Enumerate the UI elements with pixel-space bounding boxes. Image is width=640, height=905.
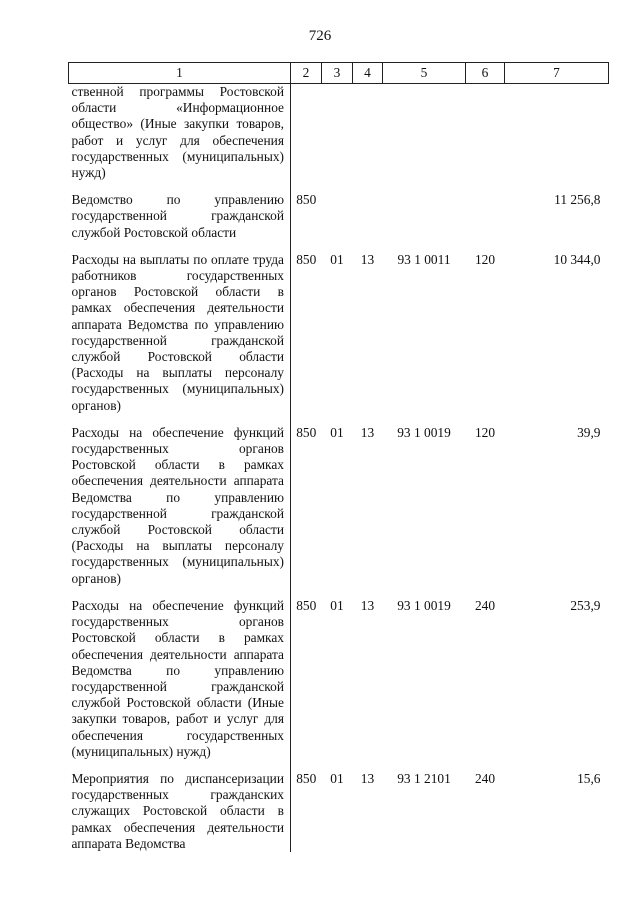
header-col-6: 6 — [466, 63, 505, 84]
row-pr — [353, 192, 383, 241]
row-sum: 10 344,0 — [553, 251, 601, 267]
row-vr — [466, 192, 505, 241]
table-body — [69, 84, 609, 852]
header-row — [69, 63, 609, 84]
row-name: Расходы на обеспечение функций государственных органов Ростовской области в рамках обеспечения деятельности аппарата Ведомства по управлению государственной гражданской службой Ростовской области (Иные закупки товаров, работ и услуг для обеспечения государственных (муниципальных) нужд) — [69, 598, 291, 760]
row-csr: 93 1 0019 — [397, 424, 451, 440]
row-gap — [69, 414, 609, 425]
row-csr — [383, 192, 466, 241]
row-vr: 120 — [474, 424, 496, 440]
row-sum: 11 256,8 — [554, 192, 601, 208]
header-col-2: 2 — [291, 63, 322, 84]
row-pr: 13 — [360, 251, 375, 267]
row-csr: 93 1 2101 — [397, 770, 451, 786]
row-sum: 253,9 — [570, 597, 601, 613]
table-row — [69, 84, 609, 182]
row-ved: 850 — [296, 597, 317, 613]
row-ved: 850 — [296, 424, 317, 440]
table-row — [69, 771, 609, 852]
row-rz — [322, 84, 353, 182]
row-name: ственной программы Ростовской области «Информационное общество» (Иные закупки товаров, работ и услуг для обеспечения государственных (муниципальных) нужд) — [69, 84, 291, 182]
row-csr — [383, 84, 466, 182]
page-number: 726 — [308, 28, 332, 44]
row-name: Ведомство по управлению государственной гражданской службой Ростовской области — [69, 192, 291, 241]
row-gap — [69, 760, 609, 771]
row-csr: 93 1 0011 — [397, 251, 451, 267]
row-vr: 240 — [474, 597, 496, 613]
row-sum: 39,9 — [577, 424, 601, 440]
row-pr: 13 — [360, 597, 375, 613]
table-row — [69, 192, 609, 241]
row-ved: 850 — [296, 192, 317, 208]
row-ved: 850 — [296, 251, 317, 267]
budget-table — [68, 62, 609, 852]
table-header — [69, 63, 609, 84]
row-pr: 13 — [360, 770, 375, 786]
header-col-5: 5 — [383, 63, 466, 84]
header-col-1: 1 — [69, 63, 291, 84]
row-name: Расходы на выплаты по оплате труда работников государственных органов Ростовской области в рамках обеспечения деятельности аппарата Ведомства по управлению государственной гражданской службой Ростовской области (Расходы на выплаты персоналу государственных (муниципальных) органов) — [69, 252, 291, 414]
row-csr: 93 1 0019 — [397, 597, 451, 613]
row-pr: 13 — [360, 424, 375, 440]
row-gap — [69, 181, 609, 192]
row-vr: 120 — [474, 251, 496, 267]
row-pr — [353, 84, 383, 182]
row-rz: 01 — [330, 770, 344, 786]
row-sum: 15,6 — [577, 770, 601, 786]
row-vr: 240 — [474, 770, 496, 786]
header-col-3: 3 — [322, 63, 353, 84]
row-rz — [322, 192, 353, 241]
row-vr — [466, 84, 505, 182]
table-row — [69, 425, 609, 587]
row-gap — [69, 587, 609, 598]
row-rz: 01 — [330, 597, 344, 613]
row-rz: 01 — [330, 251, 344, 267]
row-ved — [291, 84, 322, 182]
header-col-4: 4 — [353, 63, 383, 84]
row-sum — [505, 84, 609, 182]
table-row — [69, 598, 609, 760]
row-gap — [69, 241, 609, 252]
row-rz: 01 — [330, 424, 344, 440]
table-row — [69, 252, 609, 414]
row-ved: 850 — [296, 770, 317, 786]
row-name: Мероприятия по диспансеризации государственных гражданских служащих Ростовской области в рамках обеспечения деятельности аппарата Ведомства — [69, 771, 291, 852]
row-name: Расходы на обеспечение функций государственных органов Ростовской области в рамках обеспечения деятельности аппарата Ведомства по управлению государственной гражданской службой Ростовской области (Расходы на выплаты персоналу государственных (муниципальных) органов) — [69, 425, 291, 587]
header-col-7: 7 — [505, 63, 609, 84]
